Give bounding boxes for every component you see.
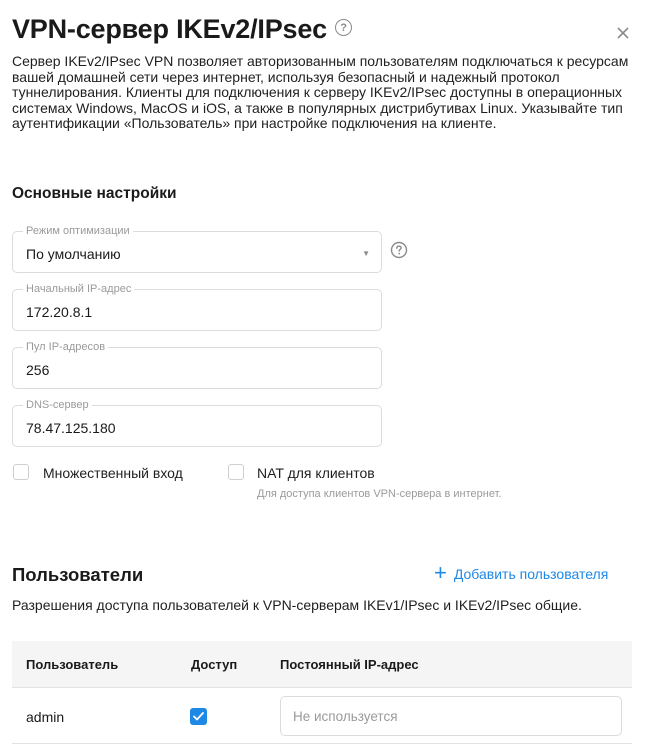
column-header-static-ip: Постоянный IP-адрес — [280, 657, 419, 672]
close-icon[interactable] — [614, 24, 632, 42]
ip-pool-label: Пул IP-адресов — [23, 341, 108, 353]
static-ip-input[interactable] — [280, 696, 622, 736]
ip-pool-value: 256 — [26, 362, 50, 378]
optimization-mode-label: Режим оптимизации — [23, 225, 133, 237]
add-user-label: Добавить пользователя — [453, 566, 609, 582]
add-user-button[interactable] — [434, 560, 609, 585]
multi-login-label: Множественный вход — [43, 465, 183, 481]
column-header-user: Пользователь — [26, 657, 119, 672]
dns-server-label: DNS-сервер — [23, 399, 92, 411]
page-title — [12, 14, 352, 45]
user-name: admin — [26, 709, 65, 725]
table-row — [12, 688, 632, 744]
optimization-help-icon[interactable] — [390, 241, 408, 259]
column-header-access: Доступ — [191, 657, 238, 672]
access-checkbox[interactable] — [190, 708, 207, 725]
optimization-mode-value: По умолчанию — [26, 246, 121, 262]
multi-login-checkbox[interactable] — [13, 464, 29, 480]
plus-icon: + — [434, 560, 447, 585]
dns-server-field[interactable] — [12, 399, 382, 447]
users-description: Разрешения доступа пользователей к VPN-серверам IKEv1/IPsec и IKEv2/IPsec общие. — [12, 597, 582, 613]
dropdown-caret-icon: ▼ — [362, 249, 370, 258]
nat-clients-checkbox[interactable] — [228, 464, 244, 480]
page-description: Сервер IKEv2/IPsec VPN позволяет авторизованным пользователям подключаться к ресурсам вашей домашней сети через интернет, используя безопасный и надежный протокол туннелирования. Клиенты для подключения к серверу IKEv2/IPsec доступны в операционных системах Windows, MacOS и iOS, а также в популярных дистрибутивах Linux. Указывайте тип аутентификации «Пользователь» при настройке подключения на клиенте. — [12, 53, 629, 131]
nat-clients-label: NAT для клиентов — [257, 465, 375, 481]
start-ip-field[interactable] — [12, 283, 382, 331]
start-ip-value: 172.20.8.1 — [26, 304, 93, 320]
optimization-mode-select[interactable] — [12, 225, 382, 273]
page-title-text: VPN-сервер IKEv2/IPsec — [12, 14, 327, 44]
users-table-header — [12, 641, 632, 688]
ip-pool-field[interactable] — [12, 341, 382, 389]
users-section-title: Пользователи — [12, 564, 144, 585]
main-settings-title: Основные настройки — [12, 185, 177, 202]
checkmark-icon — [193, 712, 204, 721]
dns-server-value: 78.47.125.180 — [26, 420, 116, 436]
nat-clients-hint: Для доступа клиентов VPN-сервера в интернет. — [257, 488, 502, 500]
start-ip-label: Начальный IP-адрес — [23, 283, 134, 295]
help-icon[interactable]: ? — [335, 19, 352, 36]
